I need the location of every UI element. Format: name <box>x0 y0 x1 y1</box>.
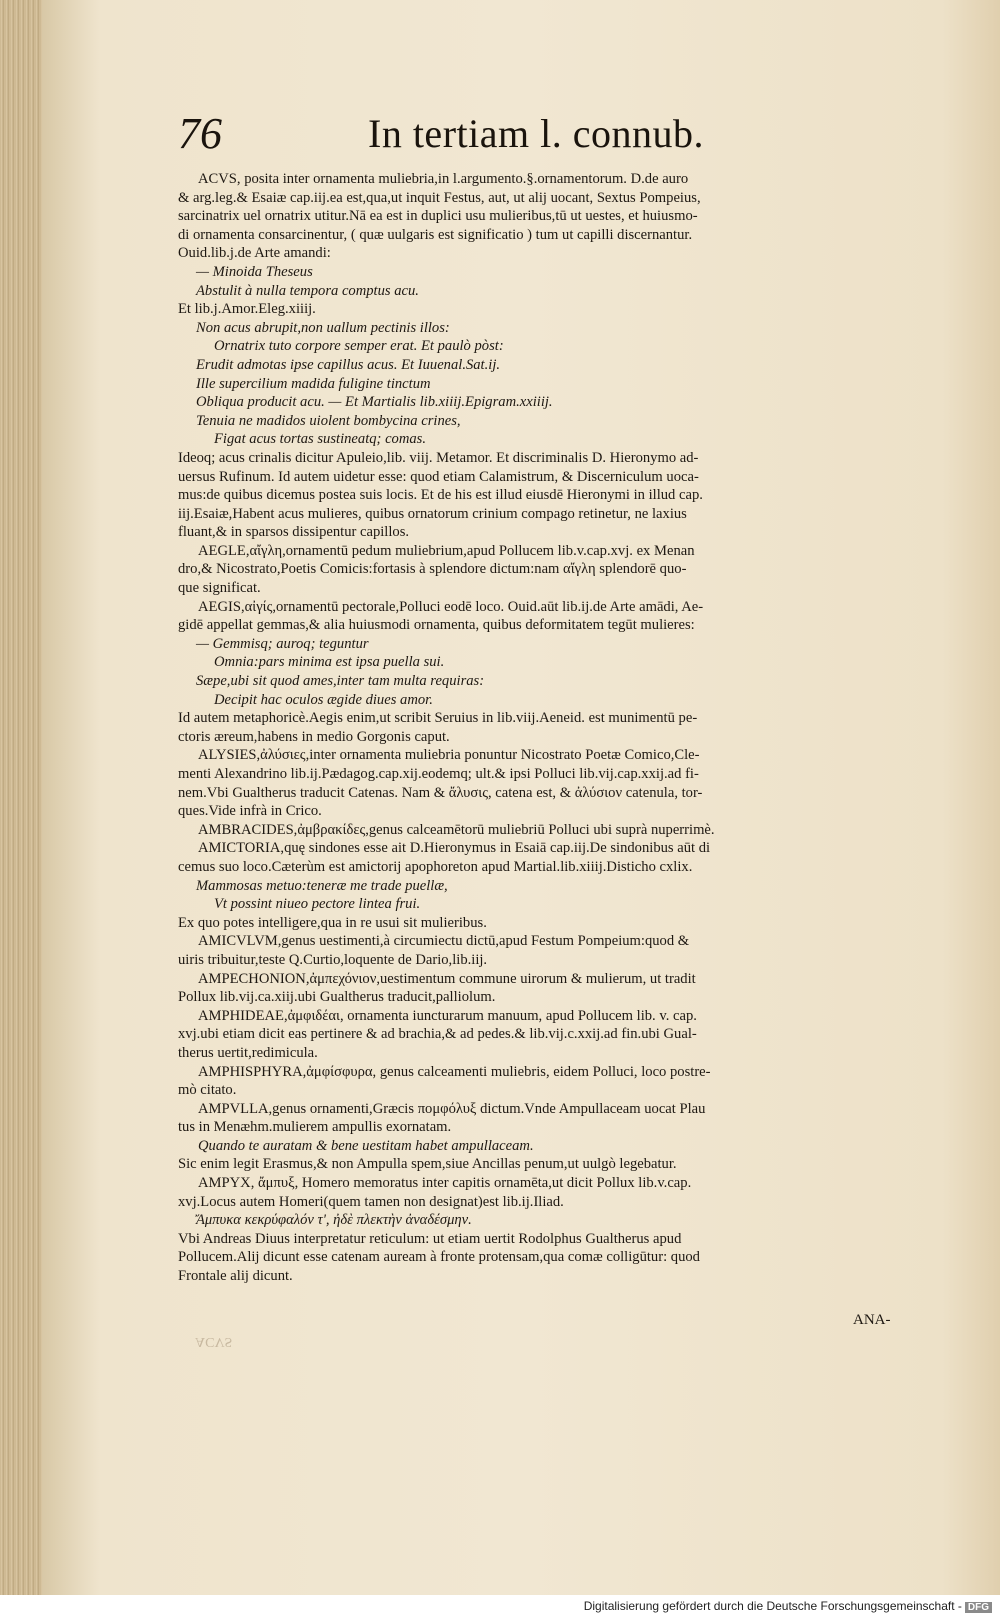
text-line: Erudit admotas ipse capillus acus. Et Iuuenal.Sat.ij. <box>196 356 501 373</box>
text-line: uersus Rufinum. Id autem uidetur esse: quod etiam Calamistrum, & Discerniculum uoca- <box>178 468 699 485</box>
text-line: Figat acus tortas sustineatq; comas. <box>214 431 427 448</box>
text-line: Ouid.lib.j.de Arte amandi: <box>178 245 331 262</box>
text-line: Ille supercilium madida fuligine tinctum <box>196 375 431 392</box>
running-head <box>178 108 898 168</box>
text-line: menti Alexandrino lib.ij.Pædagog.cap.xij.eodemq; ult.& ipsi Polluci lib.vij.cap.xxij.ad fi- <box>178 766 699 782</box>
text-line: Tenuia ne madidos uiolent bombycina crines, <box>196 412 461 429</box>
text-line: Vbi Andreas Diuus interpretatur reticulum: ut etiam uertit Rodolphus Gualtherus apud <box>178 1230 682 1247</box>
text-line: Ex quo potes intelligere,qua in re usui sit mulieribus. <box>178 914 487 931</box>
body-text <box>178 170 878 1286</box>
text-line: Pollucem.Alij dicunt esse catenam auream à fronte protensam,qua comæ colligūtur: quod <box>178 1249 700 1266</box>
text-line: Ideoq; acus crinalis dicitur Apuleio,lib. viij. Metamor. Et discriminalis D. Hieronymo ad- <box>178 449 699 466</box>
text-line: mus:de quibus dicemus postea suis locis. Et de his est illud eiusdē Hieronymi in illud cap. <box>178 487 703 504</box>
text-line: cemus suo loco.Cæterùm est amictorij apophoreton apud Martial.lib.xiiij.Disticho cxlix. <box>178 858 693 875</box>
text-line: — Gemmisq; auroq; teguntur <box>196 635 369 652</box>
text-line: iij.Esaiæ,Habent acus mulieres, quibus ornatorum crinium compago retinetur, ne laxius <box>178 505 687 522</box>
footer-text: Digitalisierung gefördert durch die Deutsche Forschungsgemeinschaft - <box>583 1599 962 1613</box>
text-line: nem.Vbi Gualtherus traducit Catenas. Nam & ἄλυσις, catena est, & ἀλύσιον catenula, tor- <box>178 784 703 801</box>
text-line: Omnia:pars minima est ipsa puella sui. <box>214 654 445 671</box>
text-line: gidē appellat gemmas,& alia huiusmodi ornamenta, quibus deformitatem tegūt mulieres: <box>178 617 695 634</box>
text-line: di ornamenta consarcinentur, ( quæ uulgaris est significatio ) tum ut capilli discernantur. <box>178 226 693 243</box>
text-line: AMPYX, ἄμπυξ, Homero memoratus inter capitis ornamēta,ut dicit Pollux lib.v.cap. <box>198 1175 692 1192</box>
text-line: AMPVLLA,genus ornamenti,Græcis πομφόλυξ dictum.Vnde Ampullaceam uocat Plau <box>198 1100 706 1117</box>
text-line: mò citato. <box>178 1082 237 1099</box>
catchword: ANA- <box>853 1312 891 1328</box>
text-line: — Minoida Theseus <box>196 263 313 280</box>
page-number: 76 <box>178 109 222 158</box>
text-line: AMPHISPHYRA,ἀμφίσφυρα, genus calceamenti muliebris, eidem Polluci, loco postre- <box>198 1063 711 1080</box>
text-line: Sæpe,ubi sit quod ames,inter tam multa requiras: <box>196 673 485 690</box>
text-line: ques.Vide infrà in Crico. <box>178 803 322 820</box>
running-head-title: In tertiam l. connub. <box>368 111 704 156</box>
text-line: Ἄμπυκα κεκρύφαλόν τ', ἠδὲ πλεκτὴν ἀναδέσμην. <box>196 1212 472 1229</box>
text-line: AMICVLVM,genus uestimenti,à circumiectu dictū,apud Festum Pompeium:quod & <box>198 933 690 950</box>
text-line: xvj.ubi etiam dicit eas pertinere & ad brachia,& ad pedes.& lib.vij.c.xxij.ad fin.ubi Gual- <box>178 1026 697 1043</box>
text-line: Obliqua producit acu. — Et Martialis lib.xiiij.Epigram.xxiiij. <box>196 394 553 411</box>
text-line: AEGLE,αἴγλη,ornamentū pedum muliebrium,apud Pollucem lib.v.cap.xvj. ex Menan <box>198 542 695 559</box>
text-line: Sic enim legit Erasmus,& non Ampulla spem,siue Ancillas penum,ut uulgò legebatur. <box>178 1156 677 1173</box>
text-line: Frontale alij dicunt. <box>178 1268 293 1285</box>
text-line: Pollux lib.vij.ca.xiij.ubi Gualtherus traducit,palliolum. <box>178 989 496 1006</box>
text-line: AMICTORIA,quę sindones esse ait D.Hieronymus in Esaiā cap.iij.De sindonibus aūt di <box>198 840 711 857</box>
text-line: Quando te auratam & bene uestitam habet ampullaceam. <box>198 1137 534 1154</box>
text-line: Abstulit à nulla tempora comptus acu. <box>196 282 419 299</box>
text-line: ctoris æreum,habens in medio Gorgonis caput. <box>178 728 450 745</box>
text-line: tus in Menæhm.mulierem ampullis exornatam. <box>178 1119 452 1136</box>
bleed-through-text: ACVS <box>195 1334 233 1349</box>
text-line: Id autem metaphoricè.Aegis enim,ut scribit Seruius in lib.viij.Aeneid. est munimentū pe- <box>178 710 698 727</box>
text-line: dro,& Nicostrato,Poetis Comicis:fortasis à splendore dictum:nam αἴγλη splendorē quo- <box>178 561 687 578</box>
text-line: Decipit hac oculos ægide diues amor. <box>214 691 433 708</box>
text-line: Mammosas metuo:teneræ me trade puellæ, <box>196 877 448 894</box>
digitization-footer <box>584 1599 992 1613</box>
text-line: ACVS, posita inter ornamenta muliebria,in l.argumento.§.ornamentorum. D.de auro <box>198 171 689 187</box>
text-line: xvj.Locus autem Homeri(quem tamen non designat)est lib.ij.Iliad. <box>178 1193 564 1210</box>
text-line: uiris tribuitur,teste Q.Curtio,loquente de Dario,lib.iij. <box>178 951 488 968</box>
text-line: ALYSIES,ἀλύσιες,inter ornamenta muliebria ponuntur Nicostrato Poetæ Comico,Cle- <box>198 747 700 764</box>
text-line: therus uertit,redimicula. <box>178 1044 318 1061</box>
text-line: AMBRACIDES,ἀμβρακίδες,genus calceamētorū muliebriū Polluci ubi suprà nuperrimè. <box>198 821 715 838</box>
text-line: AMPHIDEAE,ἀμφιδέαι, ornamenta iuncturarum manuum, apud Pollucem lib. v. cap. <box>198 1007 697 1024</box>
page-edges <box>0 0 42 1595</box>
text-line: fluant,& in sparsos dissipentur capillos. <box>178 524 410 541</box>
text-line: Vt possint niueo pectore lintea frui. <box>214 896 421 913</box>
text-line: Et lib.j.Amor.Eleg.xiiij. <box>178 301 316 318</box>
text-line: sarcinatrix uel ornatrix utitur.Nā ea est in duplici usu mulieribus,tū ut uestes, et huiusmo- <box>178 208 698 225</box>
text-line: que significat. <box>178 580 261 597</box>
text-line: AEGIS,αἰγίς,ornamentū pectorale,Polluci eodē loco. Ouid.aūt lib.ij.de Arte amādi, Ae- <box>198 598 704 615</box>
dfg-logo: DFG <box>965 1602 992 1613</box>
text-line: Non acus abrupit,non uallum pectinis illos: <box>196 319 450 336</box>
text-line: AMPECHONION,ἀμπεχόνιον,uestimentum commune uirorum & mulierum, ut tradit <box>198 970 696 987</box>
text-line: Ornatrix tuto corpore semper erat. Et paulò pòst: <box>214 338 504 355</box>
text-line: & arg.leg.& Esaiæ cap.iij.ea est,qua,ut inquit Festus, aut, ut alij uocant, Sextus Pompeius, <box>178 189 701 206</box>
